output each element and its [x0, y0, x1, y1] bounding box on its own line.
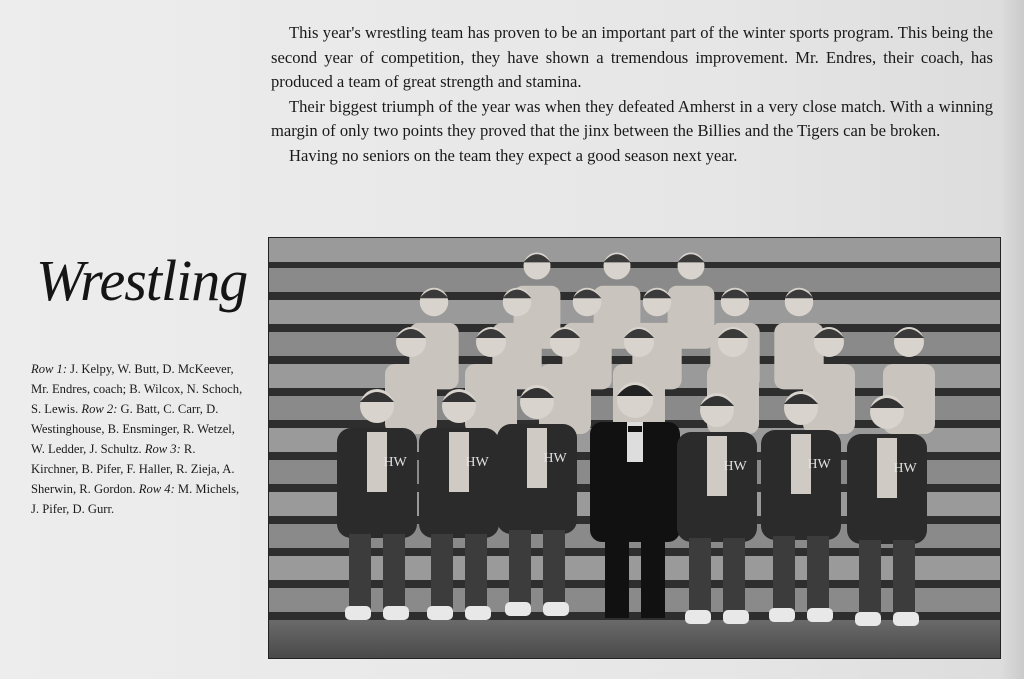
intro-paragraph-2: Their biggest triumph of the year was when they defeated Amherst in a very close match. With a winning margin of only two points they proved that the jinx between the Billies and the Tigers can be broken. — [271, 96, 993, 140]
svg-text:HW: HW — [465, 455, 489, 470]
svg-text:HW: HW — [383, 455, 407, 470]
caption-row-1-names: J. Kelpy, W. Butt, D. McKeever, Mr. Endres, coach; B. Wilcox, N. Schoch, S. Lewis. — [31, 362, 243, 416]
caption-row-1-label: Row 1: — [31, 362, 68, 376]
svg-text:HW: HW — [543, 451, 567, 466]
caption-row-4-label: Row 4: — [138, 482, 175, 496]
caption-row-4-names: M. Michels, J. Pifer, D. Gurr. — [31, 482, 240, 516]
svg-text:HW: HW — [723, 459, 747, 474]
intro-text — [271, 21, 993, 168]
photo-caption — [31, 359, 246, 519]
gym-floor — [269, 620, 1000, 658]
caption-row-3-label: Row 3: — [144, 442, 181, 456]
intro-paragraph-3: Having no seniors on the team they expect a good season next year. — [289, 145, 738, 165]
caption-row-2-names: G. Batt, C. Carr, D. Westinghouse, B. Ensminger, R. Wetzel, W. Ledder, J. Schultz. — [31, 402, 235, 456]
intro-paragraph-1: This year's wrestling team has proven to be an important part of the winter sports program. This being the second year of competition, they have shown a tremendous improvement. Mr. Endres, their coach, has produced a team of great strength and stamina. — [271, 23, 993, 91]
svg-text:HW: HW — [807, 457, 831, 472]
caption-row-3-names: R. Kirchner, B. Pifer, F. Haller, R. Zieja, A. Sherwin, R. Gordon. — [31, 442, 235, 496]
team-photo-illustration — [269, 238, 1000, 658]
team-photo — [268, 237, 1001, 659]
caption-row-2-label: Row 2: — [81, 402, 118, 416]
svg-text:HW: HW — [893, 461, 917, 476]
page-title: Wrestling — [36, 248, 248, 313]
page-spine-shadow — [1000, 0, 1024, 679]
